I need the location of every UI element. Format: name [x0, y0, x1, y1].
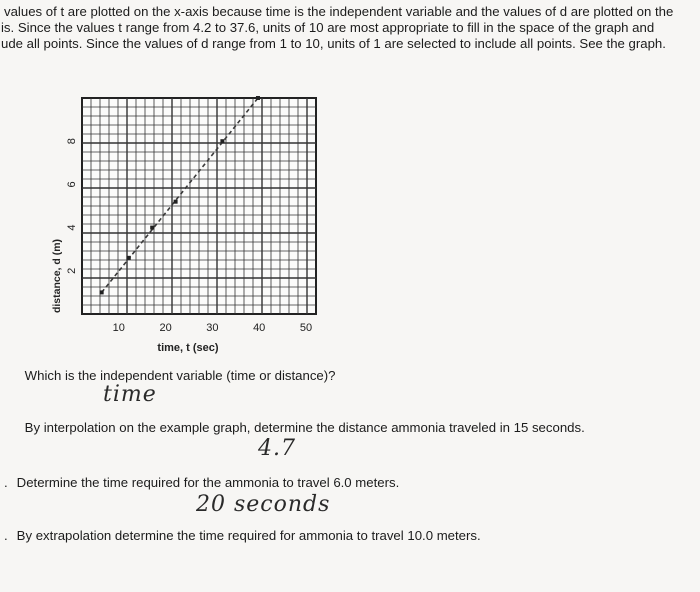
data-point [100, 290, 104, 294]
question-1-text: Which is the independent variable (time or distance)? [24, 368, 336, 383]
answer-1: time [103, 382, 157, 407]
question-2 [12, 420, 585, 436]
intro-line-3: ude all points. Since the values of d range from 1 to 10, units of 1 are selected to include all points. See the graph. [1, 36, 666, 51]
question-2-text: By interpolation on the example graph, determine the distance ammonia traveled in 15 seconds. [24, 420, 585, 435]
question-4 [4, 528, 481, 544]
y-tick-label: 4 [66, 224, 78, 231]
data-point [256, 96, 260, 100]
question-3-text: Determine the time required for the ammonia to travel 6.0 meters. [16, 475, 400, 490]
data-point [150, 226, 154, 230]
intro-line-2: is. Since the values t range from 4.2 to 37.6, units of 10 are most appropriate to fill in the space of the graph and [1, 20, 655, 35]
y-axis-label: distance, d (m) [51, 238, 63, 314]
y-tick-label: 2 [66, 267, 78, 274]
data-point [127, 256, 131, 260]
graph-grid [82, 98, 316, 314]
data-point [174, 200, 178, 204]
x-tick-label: 50 [299, 322, 313, 334]
intro-line-1: values of t are plotted on the x-axis because time is the independent variable and the values of d are plotted on the [4, 4, 674, 19]
x-tick-label: 10 [112, 322, 125, 334]
question-1 [12, 368, 335, 384]
intro-paragraph [0, 4, 700, 52]
x-tick-label: 20 [159, 322, 172, 334]
answer-2: 4.7 [258, 436, 296, 461]
data-point [220, 139, 224, 143]
answer-3: 20 seconds [196, 492, 331, 517]
question-3-bullet: . [4, 475, 8, 490]
x-tick-label: 30 [206, 322, 219, 334]
question-3 [4, 475, 399, 491]
y-tick-label: 6 [66, 181, 78, 188]
x-axis-label: time, t (sec) [157, 342, 219, 354]
distance-time-graph [40, 88, 340, 358]
question-4-bullet: . [4, 528, 8, 543]
x-tick-label: 40 [253, 322, 266, 334]
y-tick-label: 8 [66, 138, 78, 145]
question-4-text: By extrapolation determine the time required for ammonia to travel 10.0 meters. [16, 528, 481, 543]
